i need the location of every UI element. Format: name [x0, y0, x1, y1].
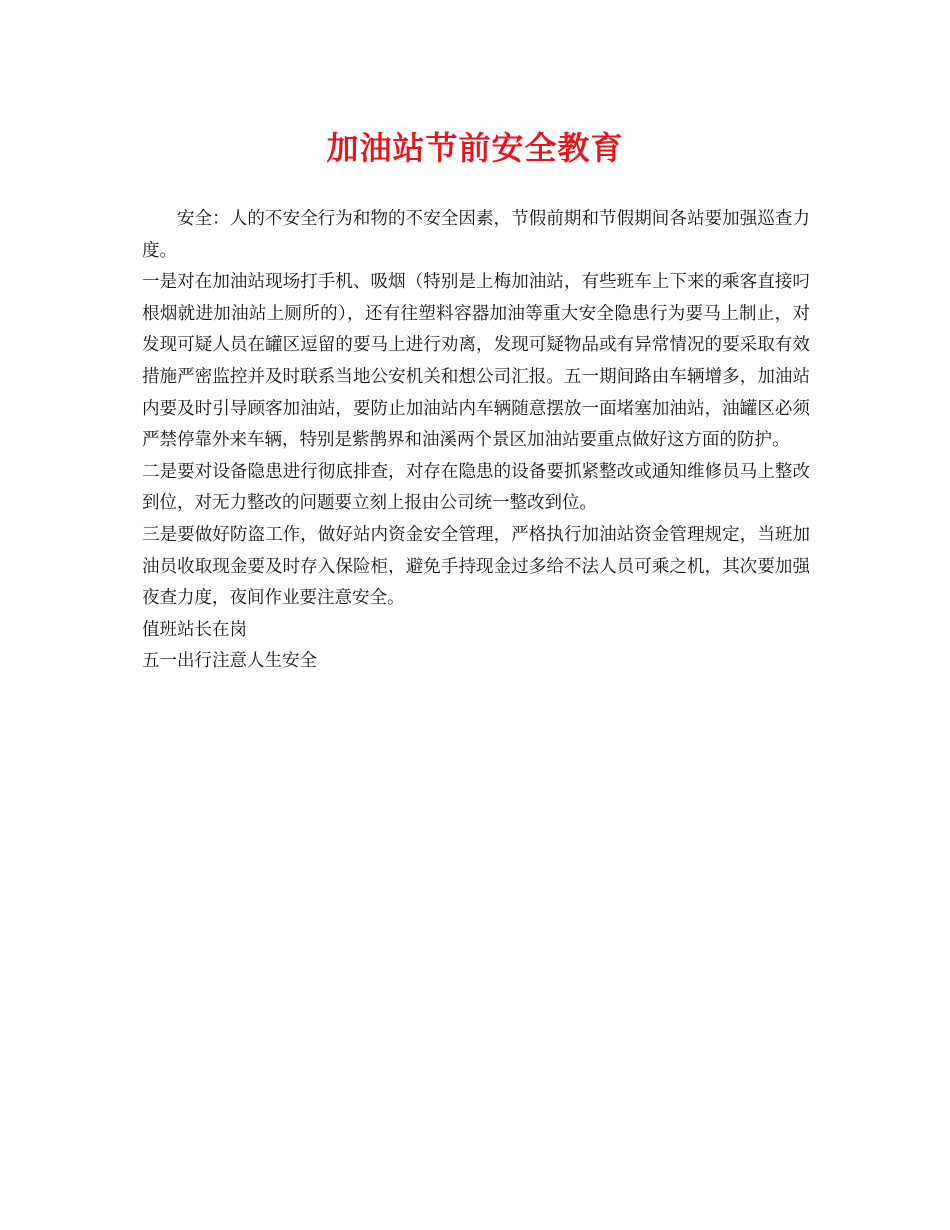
paragraph-duty-note: 值班站长在岗 [142, 619, 247, 640]
paragraph-travel-note: 五一出行注意人生安全 [142, 651, 317, 672]
paragraph-point-one: 一是对在加油站现场打手机、吸烟（特别是上梅加油站，有些班车上下来的乘客直接叼根烟就进加油站上厕所的），还有往塑料容器加油等重大安全隐患行为要马上制止，对发现可疑人员在罐区逗留的要马上进行劝离，发现可疑物品或有异常情况的要采取有效措施严密监控并及时联系当地公安机关和想公司汇报。五一期间路由车辆增多，加油站内要及时引导顾客加油站，要防止加油站内车辆随意摆放一面堵塞加油站，油罐区必须严禁停靠外来车辆，特别是紫鹊界和油溪两个景区加油站要重点做好这方面的防护。 [142, 272, 810, 451]
document-body [142, 204, 810, 678]
document-title: 加油站节前安全教育 [326, 129, 624, 167]
paragraph-point-three: 三是要做好防盗工作，做好站内资金安全管理，严格执行加油站资金管理规定，当班加油员收取现金要及时存入保险柜，避免手持现金过多给不法人员可乘之机，其次要加强夜查力度，夜间作业要注意安全。 [142, 524, 810, 609]
paragraph-point-two: 二是要对设备隐患进行彻底排查，对存在隐患的设备要抓紧整改或通知维修员马上整改到位，对无力整改的问题要立刻上报由公司统一整改到位。 [142, 461, 810, 514]
paragraph-intro: 安全：人的不安全行为和物的不安全因素，节假前期和节假期间各站要加强巡查力度。 [142, 209, 810, 261]
